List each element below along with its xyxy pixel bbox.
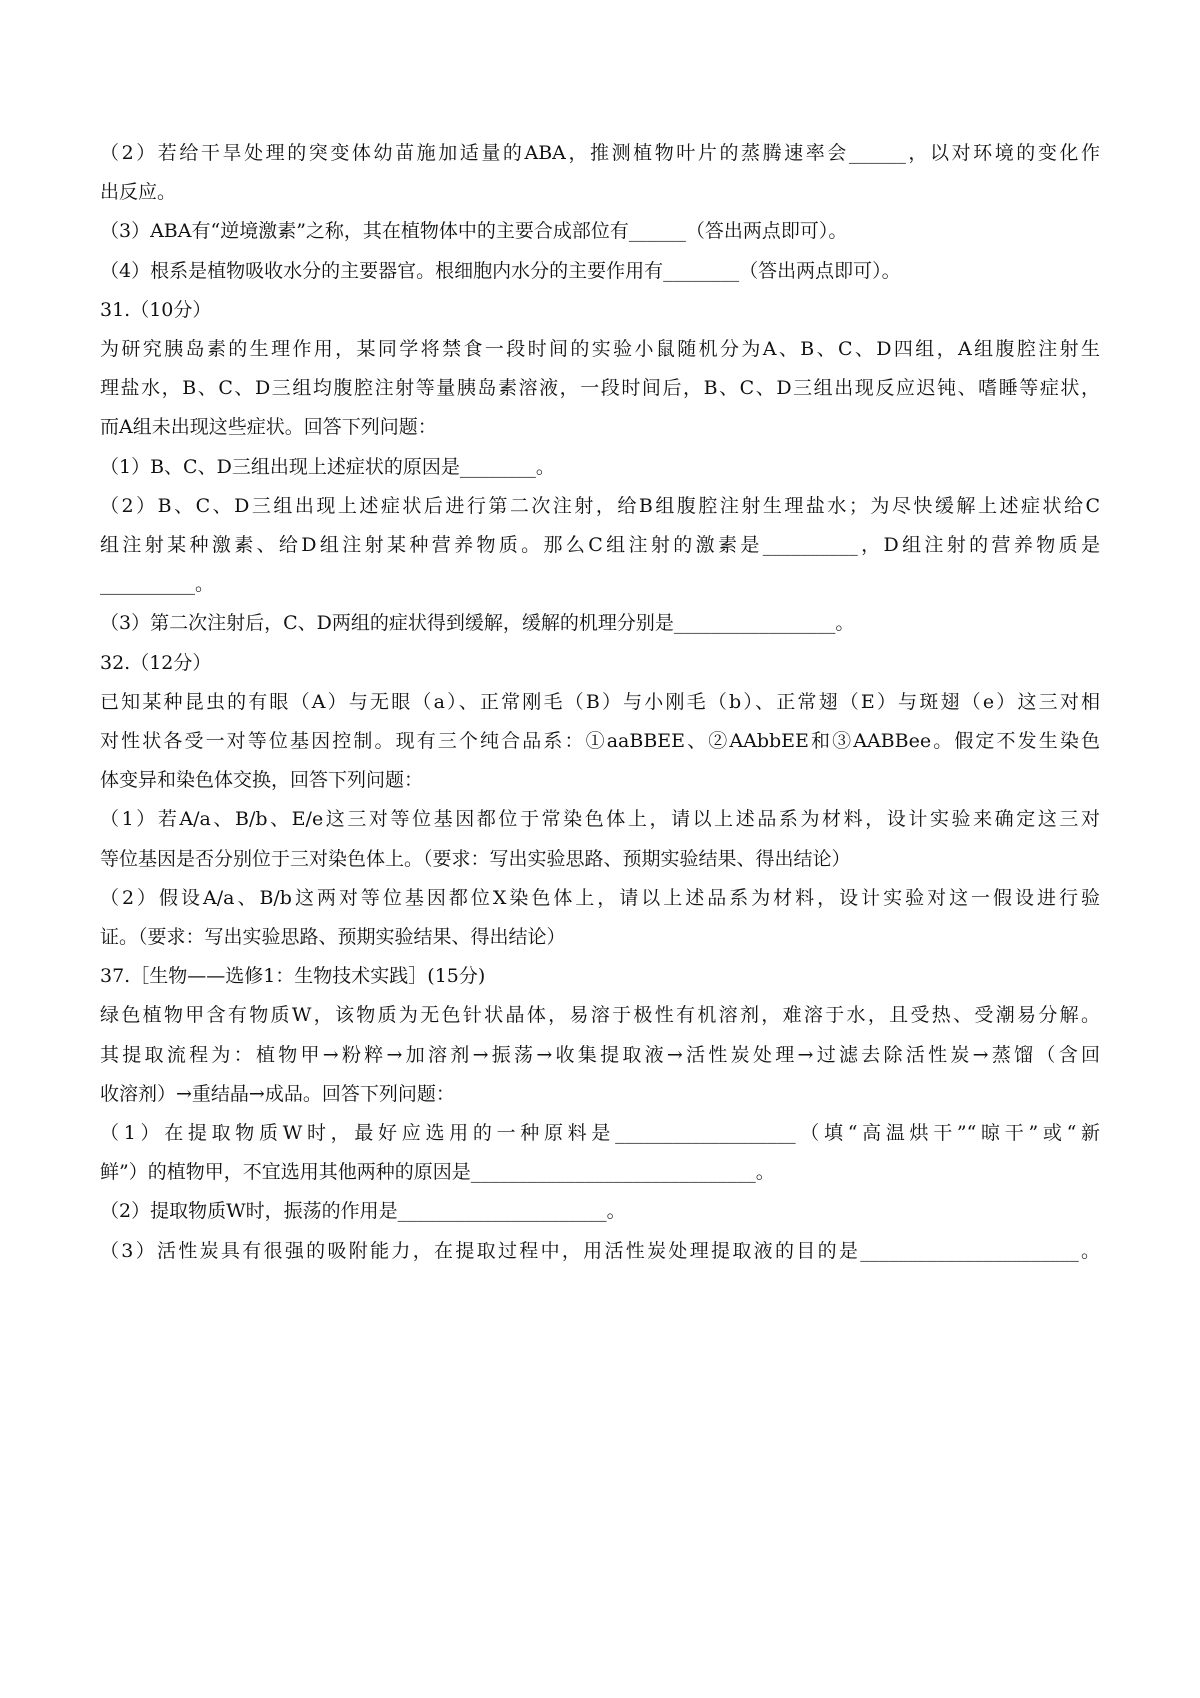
text-line: （3）活性炭具有很强的吸附能力，在提取过程中，用活性炭处理提取液的目的是_______________________。	[100, 1239, 1100, 1262]
text-line: 而A组未出现这些症状。回答下列问题：	[100, 416, 437, 439]
text-line: 理盐水，B、C、D三组均腹腔注射等量胰岛素溶液，一段时间后，B、C、D三组出现反应迟钝、嗜睡等症状，	[100, 377, 1100, 400]
text-line: （2）假设A/a、B/b这两对等位基因都位X染色体上，请以上述品系为材料，设计实验对这一假设进行验	[100, 886, 1100, 909]
text-line: 鲜”）的植物甲，不宜选用其他两种的原因是______________________________。	[100, 1161, 775, 1184]
text-line: （2）若给干旱处理的突变体幼苗施加适量的ABA，推测植物叶片的蒸腾速率会______，以对环境的变化作	[100, 142, 1100, 164]
document-page	[100, 134, 1100, 1271]
text-line: （1）若A/a、B/b、E/e这三对等位基因都位于常染色体上，请以上述品系为材料，设计实验来确定这三对	[100, 808, 1100, 831]
text-line: 为研究胰岛素的生理作用，某同学将禁食一段时间的实验小鼠随机分为A、B、C、D四组，A组腹腔注射生	[100, 338, 1100, 361]
text-line: 收溶剂）→重结晶→成品。回答下列问题：	[100, 1082, 455, 1105]
text-line: （2）B、C、D三组出现上述症状后进行第二次注射，给B组腹腔注射生理盐水；为尽快缓解上述症状给C	[100, 494, 1100, 517]
question-heading: 31.（10分）	[100, 298, 212, 321]
text-line: 已知某种昆虫的有眼（A）与无眼（a）、正常刚毛（B）与小刚毛（b）、正常翅（E）与斑翅（e）这三对相	[100, 690, 1100, 713]
text-line: （3）ABA有“逆境激素”之称，其在植物体中的主要合成部位有______（答出两点即可）。	[100, 220, 848, 243]
text-line: 出反应。	[100, 181, 177, 204]
text-line: 绿色植物甲含有物质W，该物质为无色针状晶体，易溶于极性有机溶剂，难溶于水，且受热、受潮易分解。	[100, 1004, 1100, 1027]
text-line: 证。（要求：写出实验思路、预期实验结果、得出结论）	[100, 926, 566, 949]
text-line: 其提取流程为：植物甲→粉粹→加溶剂→振荡→收集提取液→活性炭处理→过滤去除活性炭→蒸馏（含回	[100, 1043, 1100, 1066]
question-heading: 32.（12分）	[100, 651, 212, 674]
text-line: （1）B、C、D三组出现上述症状的原因是________。	[100, 455, 555, 478]
text-line: 体变异和染色体交换，回答下列问题：	[100, 769, 424, 792]
text-line: （1）在提取物质W时，最好应选用的一种原料是___________________（填“高温烘干”“晾干”或“新	[100, 1122, 1100, 1145]
text-line: （4）根系是植物吸收水分的主要器官。根细胞内水分的主要作用有________（答出两点即可）。	[100, 259, 901, 282]
text-line: 对性状各受一对等位基因控制。现有三个纯合品系：①aaBBEE、②AAbbEE和③AABBee。假定不发生染色	[100, 730, 1100, 753]
question-heading: 37.［生物——选修1：生物技术实践］(15分)	[100, 965, 486, 988]
text-line: （2）提取物质W时，振荡的作用是______________________。	[100, 1200, 626, 1223]
text-line: 组注射某种激素、给D组注射某种营养物质。那么C组注射的激素是__________，D组注射的营养物质是	[100, 534, 1100, 557]
text-line: 等位基因是否分别位于三对染色体上。（要求：写出实验思路、预期实验结果、得出结论）	[100, 847, 851, 870]
text-line: （3）第二次注射后，C、D两组的症状得到缓解，缓解的机理分别是_________________。	[100, 612, 855, 635]
text-line: __________。	[100, 573, 215, 596]
